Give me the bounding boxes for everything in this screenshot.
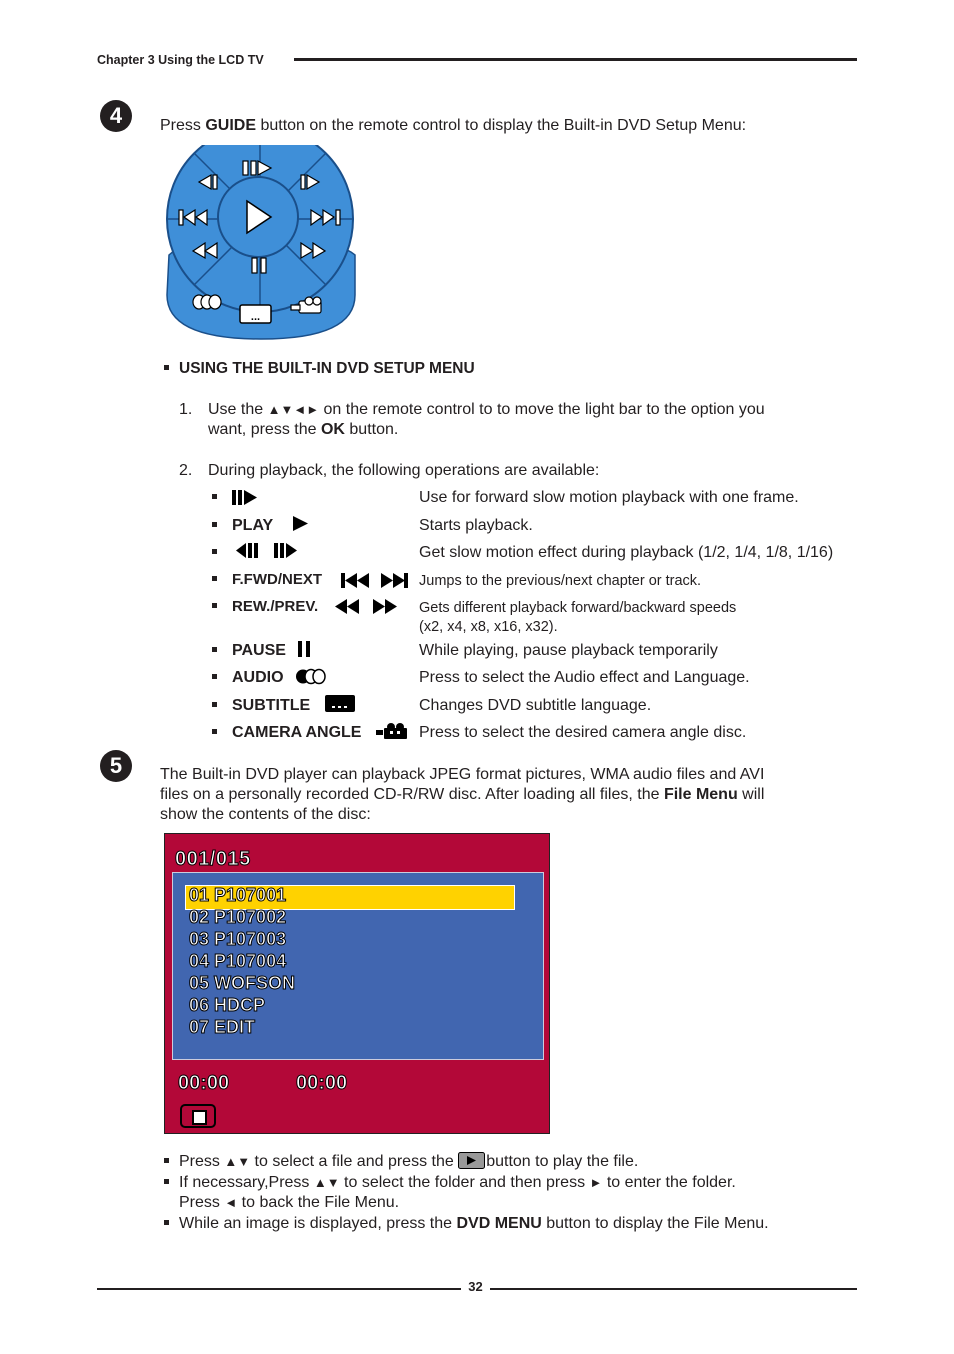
op-label-play: PLAY: [232, 517, 274, 534]
op-desc-audio: Press to select the Audio effect and Language.: [419, 669, 750, 686]
bullet: [212, 647, 217, 652]
bullet: [212, 729, 217, 734]
bullet: [164, 1179, 169, 1184]
op-desc-rew-prev: Gets different playback forward/backward speeds: [419, 600, 737, 616]
audio-icon: [295, 668, 329, 685]
page-number: 32: [468, 1279, 483, 1294]
note-select-file: Press ▲▼ to select a file and press the button to play the file.: [179, 1153, 639, 1170]
op-desc-subtitle: Changes DVD subtitle language.: [419, 697, 652, 714]
step5-line3: show the contents of the disc:: [160, 806, 371, 823]
op-desc-rew-prev-speeds: (x2, x4, x8, x16, x32).: [419, 619, 558, 635]
file-list-item[interactable]: 06 HDCP: [189, 995, 266, 1015]
note-back-file-menu: Press ◄ to back the File Menu.: [179, 1194, 400, 1211]
file-list: [172, 872, 544, 1060]
slow-motion-icon: [236, 542, 300, 559]
camera-angle-icon: [376, 722, 410, 740]
step-number-5: 5: [100, 750, 132, 782]
bullet: [212, 702, 217, 707]
file-list-item[interactable]: 03 P107003: [189, 929, 287, 949]
op-desc-play: Starts playback.: [419, 517, 533, 534]
file-list-item[interactable]: 05 WOFSON: [189, 973, 296, 993]
bullet: [212, 603, 217, 608]
file-list-item[interactable]: 07 EDIT: [189, 1017, 256, 1037]
op-desc-camera-angle: Press to select the desired camera angle disc.: [419, 724, 747, 741]
file-list-item[interactable]: 01 P107001: [189, 885, 287, 905]
rewind-fastforward-icon: [335, 598, 401, 615]
file-list-item[interactable]: 02 P107002: [189, 907, 287, 927]
footer-rule-left: [97, 1288, 461, 1290]
item2-number: 2.: [179, 462, 193, 479]
bullet: [212, 522, 217, 527]
item1-line2: want, press the OK button.: [208, 421, 399, 438]
op-label-audio: AUDIO: [232, 669, 284, 686]
op-label-ffwd-next: F.FWD/NEXT: [232, 571, 322, 588]
op-label-pause: PAUSE: [232, 642, 286, 659]
step5-line2: files on a personally recorded CD-R/RW disc. After loading all files, the File Menu will: [160, 786, 765, 803]
bullet: [164, 1220, 169, 1225]
footer-rule-right: [490, 1288, 857, 1290]
play-button-icon: [458, 1152, 486, 1169]
svg-text:...: ...: [250, 311, 261, 323]
note-select-folder: If necessary,Press ▲▼ to select the folder and then press ► to enter the folder.: [179, 1174, 736, 1191]
op-desc-step-forward: Use for forward slow motion playback with one frame.: [419, 489, 799, 506]
total-time: 00:00: [296, 1072, 348, 1094]
note-dvd-menu: While an image is displayed, press the DVD MENU button to display the File Menu.: [179, 1215, 769, 1232]
file-list-item[interactable]: 04 P107004: [189, 951, 287, 971]
file-menu-screen: [164, 833, 550, 1134]
pause-icon: [297, 640, 313, 658]
header-rule: [294, 58, 857, 61]
remote-guide-pad-illustration: [163, 145, 359, 341]
step4-text: Press GUIDE button on the remote control to display the Built-in DVD Setup Menu:: [160, 117, 747, 134]
step5-line1: The Built-in DVD player can playback JPEG format pictures, WMA audio files and AVI: [160, 766, 765, 783]
stop-button[interactable]: [180, 1104, 216, 1128]
bullet: [212, 674, 217, 679]
item1-number: 1.: [179, 401, 193, 418]
op-desc-pause: While playing, pause playback temporarily: [419, 642, 718, 659]
bullet: [164, 365, 169, 370]
elapsed-time: 00:00: [178, 1072, 230, 1094]
op-label-rew-prev: REW./PREV.: [232, 598, 319, 615]
item2-text: During playback, the following operations are available:: [208, 462, 600, 479]
bullet: [164, 1158, 169, 1163]
op-label-camera-angle: CAMERA ANGLE: [232, 724, 362, 741]
op-desc-slow-motion: Get slow motion effect during playback (1/2, 1/4, 1/8, 1/16): [419, 544, 834, 561]
section-title: USING THE BUILT-IN DVD SETUP MENU: [179, 360, 475, 377]
op-desc-ffwd-next: Jumps to the previous/next chapter or track.: [419, 573, 702, 589]
step-forward-icon: [232, 489, 266, 506]
file-count: 001/015: [175, 848, 251, 870]
step-number-4: 4: [100, 100, 132, 132]
op-label-subtitle: SUBTITLE: [232, 697, 311, 714]
bullet: [212, 549, 217, 554]
chapter-header: Chapter 3 Using the LCD TV: [97, 53, 264, 67]
stop-icon: [192, 1110, 207, 1125]
bullet: [212, 494, 217, 499]
bullet: [212, 576, 217, 581]
prev-next-icon: [341, 572, 409, 589]
play-icon: [293, 515, 311, 532]
item1-line1: Use the ▲▼◄► on the remote control to to move the light bar to the option you: [208, 401, 765, 418]
subtitle-icon: [325, 695, 357, 713]
